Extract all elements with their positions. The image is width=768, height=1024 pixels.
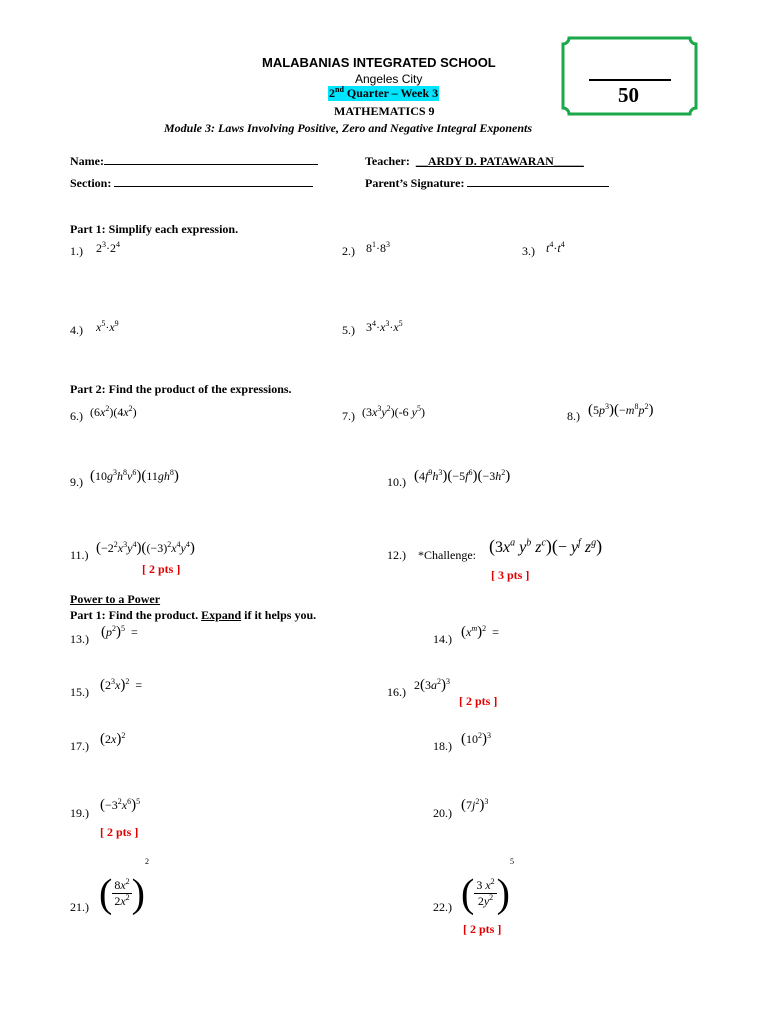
- item-19-points: [ 2 pts ]: [100, 825, 139, 839]
- item-7-expr: $(3x^3y^2)(-6$ $y^5$): [362, 404, 425, 419]
- school-name: MALABANIAS INTEGRATED SCHOOL: [262, 55, 496, 70]
- item-22-points: [ 2 pts ]: [463, 922, 502, 936]
- item-4-number: 4.): [70, 323, 83, 337]
- item-12-points: [ 3 pts ]: [491, 568, 530, 582]
- item-10-expr: $(4f^9h^3)(-5f^6)(-3h^2)$: [414, 468, 511, 484]
- power-heading: Power to a Power: [70, 592, 161, 606]
- parent-label: Parent’s Signature:: [365, 176, 465, 190]
- module-title: Module 3: Laws Involving Positive, Zero and Negative Integral Exponents: [164, 121, 532, 135]
- item-2-number: 2.): [342, 244, 355, 258]
- power-part1-heading: [70, 608, 316, 623]
- item-22-number: 22.): [433, 900, 452, 914]
- item-18-number: 18.): [433, 739, 452, 753]
- power-part1-prefix: Part 1: Find the product.: [70, 608, 202, 622]
- item-9-number: 9.): [70, 475, 83, 489]
- item-2-expr: $8^1\cdot 8^3$: [366, 240, 390, 255]
- challenge-label: *Challenge:: [418, 548, 476, 562]
- power-part1-suffix: if it helps you.: [241, 608, 317, 622]
- city: Angeles City: [355, 72, 423, 86]
- item-17-expr: $(2x)^2$: [100, 731, 126, 747]
- item-5-number: 5.): [342, 323, 355, 337]
- item-21-expr: ( $\frac{8x^2}{2x^2}$ )$^2$: [99, 857, 149, 916]
- parent-field: [365, 176, 609, 191]
- score-total: 50: [618, 83, 639, 107]
- item-14-number: 14.): [433, 632, 452, 646]
- item-19-number: 19.): [70, 806, 89, 820]
- section-label: Section:: [70, 176, 112, 190]
- name-field: [70, 154, 318, 169]
- item-19-expr: $(-3^2x^6)^5$: [100, 797, 141, 813]
- subject: MATHEMATICS 9: [334, 104, 435, 118]
- item-3-number: 3.): [522, 244, 535, 258]
- item-4-expr: $x^5\cdot x^9$: [96, 319, 119, 334]
- item-7-number: 7.): [342, 409, 355, 423]
- item-17-number: 17.): [70, 739, 89, 753]
- quarter-rest: Quarter – Week 3: [343, 86, 439, 100]
- item-13-number: 13.): [70, 632, 89, 646]
- item-12-number: 12.): [387, 548, 406, 562]
- item-11-number: 11.): [70, 548, 89, 562]
- item-16-number: 16.): [387, 685, 406, 699]
- item-8-expr: $(5p^3)(-m^8p^2)$: [588, 402, 654, 418]
- part2-heading: Part 2: Find the product of the expressions.: [70, 382, 292, 396]
- item-1-number: 1.): [70, 244, 83, 258]
- item-8-number: 8.): [567, 409, 580, 423]
- power-part1-expand: Expand: [201, 608, 242, 622]
- item-16-expr: $2(3a^2)^3$: [414, 677, 450, 693]
- item-5-expr: $3^4\cdot x^3\cdot x^5$: [366, 319, 403, 334]
- item-16-points: [ 2 pts ]: [459, 694, 498, 708]
- quarter: [328, 86, 439, 101]
- item-10-number: 10.): [387, 475, 406, 489]
- part1-heading: Part 1: Simplify each expression.: [70, 222, 239, 236]
- item-18-expr: $(10^2)^3$: [461, 731, 491, 747]
- teacher-label: Teacher:: [365, 154, 410, 168]
- item-1-expr: $2^3\cdot 2^4$: [96, 240, 120, 255]
- item-6-number: 6.): [70, 409, 83, 423]
- item-20-number: 20.): [433, 806, 452, 820]
- item-15-number: 15.): [70, 685, 89, 699]
- quarter-sup: nd: [335, 85, 344, 94]
- item-14-expr: $(x^m)^2$ =: [461, 624, 499, 640]
- teacher-field: [365, 154, 584, 169]
- item-15-expr: $(2^3x)^2$ =: [100, 677, 143, 693]
- item-20-expr: $(7j^2)^3$: [461, 797, 489, 813]
- item-6-expr: $(6x^2)(4x^2)$: [90, 404, 137, 419]
- section-field: [70, 176, 313, 191]
- item-11-points: [ 2 pts ]: [142, 562, 181, 576]
- item-3-expr: $t^4\cdot t^4$: [546, 240, 565, 255]
- teacher-value: __ARDY D. PATAWARAN_____: [415, 154, 584, 168]
- item-9-expr: $(10g^3h^8v^6)(11gh^8)$: [90, 468, 179, 484]
- item-13-expr: $(p^2)^5$ =: [101, 624, 138, 640]
- item-11-expr: $(-2^2x^3y^4)((-3)^2x^4y^4)$: [96, 540, 195, 556]
- name-label: Name:: [70, 154, 104, 168]
- item-22-expr: ( $\frac{3 x^2}{2y^2}$ )$^5$: [461, 857, 514, 916]
- quarter-num: 2: [329, 86, 335, 100]
- item-12-expr: ($3x^a$ $y^b$ $z^c)(- y^f$ $z^g$): [489, 536, 603, 556]
- item-21-number: 21.): [70, 900, 89, 914]
